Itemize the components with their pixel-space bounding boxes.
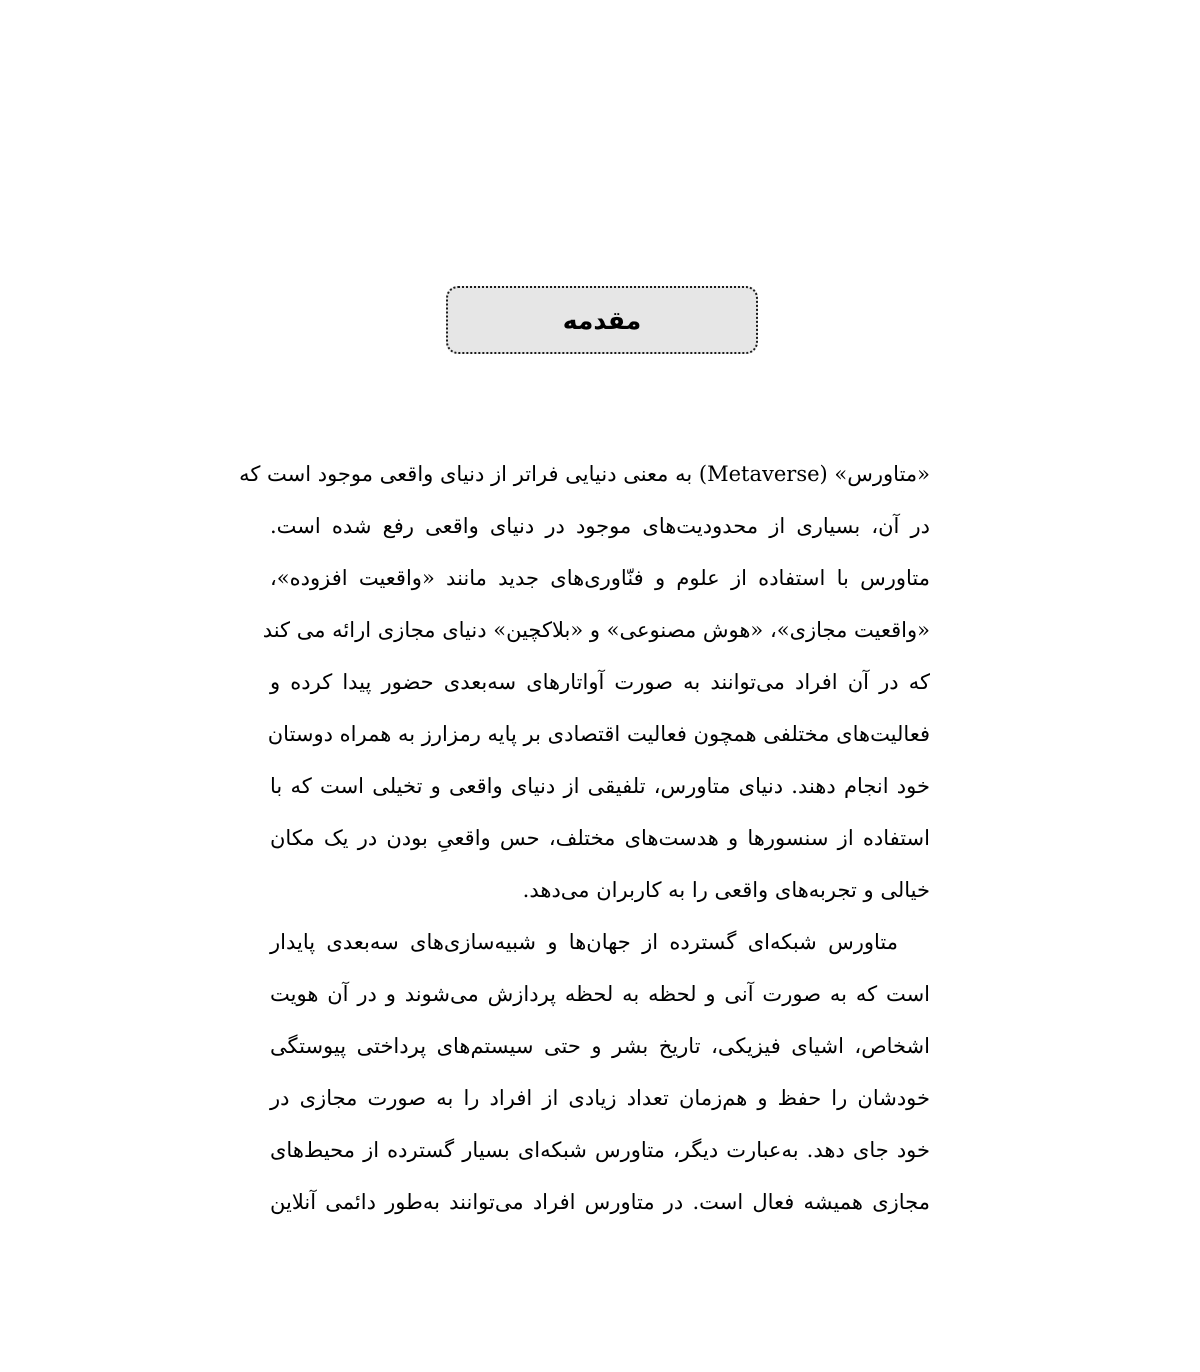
text-line: اشخاص، اشیای فیزیکی، تاریخ بشر و حتی سیستم‌های پرداختی پیوستگی — [270, 1034, 930, 1058]
chapter-heading: مقدمه — [562, 305, 642, 335]
text-line: که در آن افراد می‌توانند به صورت آواتارهای سه‌بعدی حضور پیدا کرده و — [270, 670, 930, 694]
paragraph-1 — [239, 448, 930, 916]
body-text — [239, 448, 930, 1228]
text-line: «واقعیت مجازی»، «هوش مصنوعی» و «بلاکچین» دنیای مجازی ارائه می کند — [262, 618, 930, 642]
text-line: در آن، بسیاری از محدودیت‌های موجود در دنیای واقعی رفع شده است. — [270, 514, 930, 538]
text-line: خودشان را حفظ و هم‌زمان تعداد زیادی از افراد را به صورت مجازی در — [270, 1086, 930, 1110]
text-line: استفاده از سنسورها و هدست‌های مختلف، حس واقعیِ بودن در یک مکان — [270, 826, 930, 850]
text-line: خود جای دهد. به‌عبارت دیگر، متاورس شبکه‌ای بسیار گسترده از محیط‌های — [270, 1138, 930, 1162]
text-line: متاورس با استفاده از علوم و فنّاوری‌های جدید مانند «واقعیت افزوده»، — [270, 566, 930, 590]
text-line: خیالی و تجربه‌های واقعی را به کاربران می‌دهد. — [522, 878, 930, 902]
text-line: متاورس شبکه‌ای گسترده از جهان‌ها و شبیه‌سازی‌های سه‌بعدی پایدار — [270, 930, 898, 954]
text-line: فعالیت‌های مختلفی همچون فعالیت اقتصادی بر پایه رمزارز به همراه دوستان — [267, 722, 930, 746]
text-line: است که به صورت آنی و لحظه به لحظه پردازش می‌شوند و در آن هویت — [270, 982, 930, 1006]
text-line: مجازی همیشه فعال است. در متاورس افراد می‌توانند به‌طور دائمی آنلاین — [270, 1190, 930, 1214]
paragraph-2 — [270, 916, 930, 1228]
text-line: خود انجام دهند. دنیای متاورس، تلفیقی از دنیای واقعی و تخیلی است که با — [270, 774, 930, 798]
text-line: «متاورس» (Metaverse) به معنی دنیایی فراتر از دنیای واقعی موجود است که — [239, 462, 930, 486]
chapter-heading-box — [446, 286, 758, 354]
